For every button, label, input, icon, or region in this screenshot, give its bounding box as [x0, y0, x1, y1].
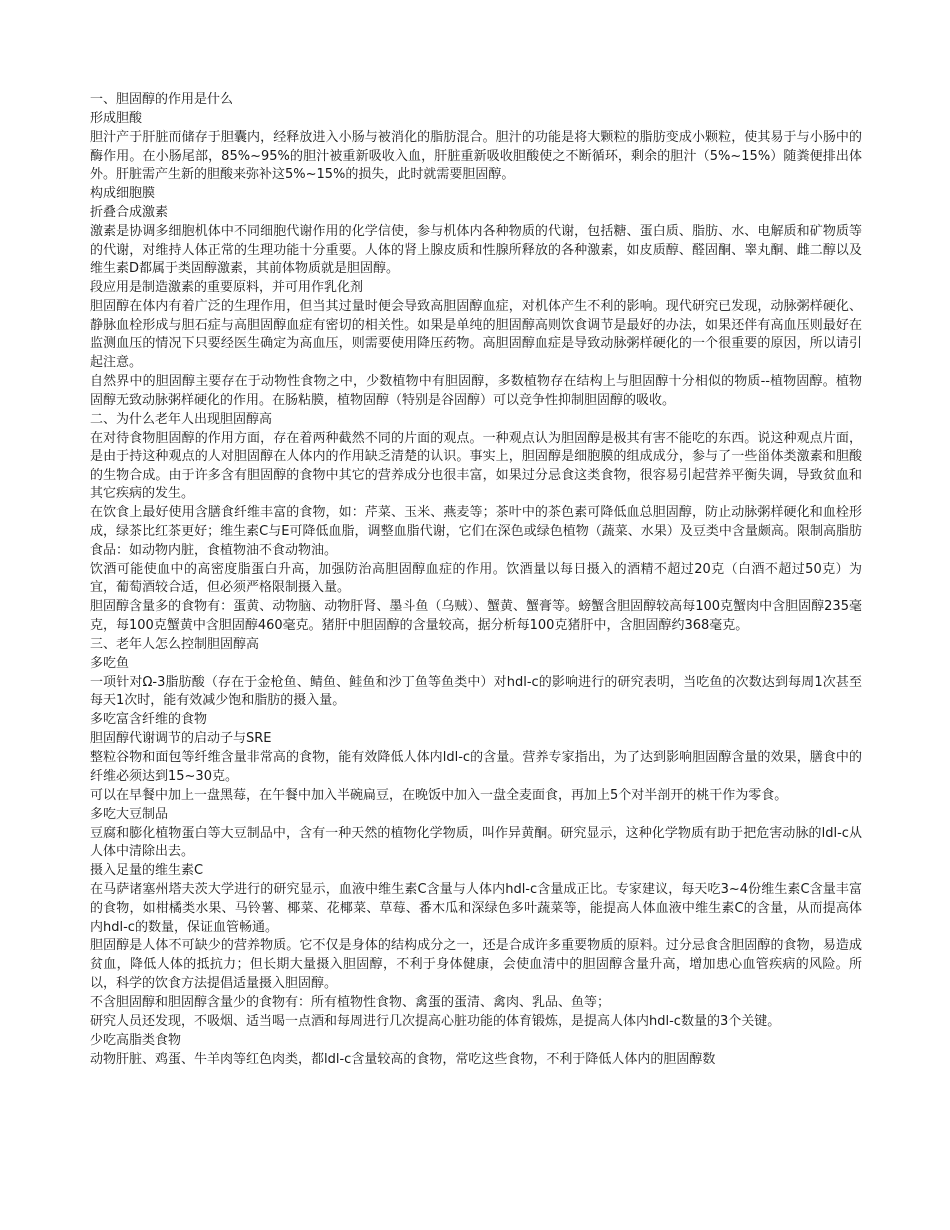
body-paragraph: 在饮食上最好使用含膳食纤维丰富的食物，如：芹菜、玉米、燕麦等；茶叶中的茶色素可降低血总胆固醇，防止动脉粥样硬化和血栓形成，绿茶比红茶更好；维生素C与E可降低血脂，调整血脂代谢，它们在深色或绿色植物（蔬菜、水果）及豆类中含量颇高。限制高脂肪食品：如动物内脏，食植物油不食动物油。 [90, 505, 862, 558]
section-heading: 多吃鱼 [90, 655, 130, 671]
body-paragraph: 饮酒可能使血中的高密度脂蛋白升高，加强防治高胆固醇血症的作用。饮酒量以每日摄入的酒精不超过20克（白酒不超过50克）为宜，葡萄酒较合适，但必须严格限制摄入量。 [90, 561, 862, 596]
body-paragraph: 一项针对Ω-3脂肪酸（存在于金枪鱼、鲭鱼、鲑鱼和沙丁鱼等鱼类中）对hdl-c的影响进行的研究表明，当吃鱼的次数达到每周1次甚至每天1次时，能有效减少饱和脂肪的摄入量。 [90, 674, 862, 709]
body-paragraph: 胆固醇在体内有着广泛的生理作用，但当其过量时便会导致高胆固醇血症，对机体产生不利的影响。现代研究已发现，动脉粥样硬化、静脉血栓形成与胆石症与高胆固醇血症有密切的相关性。如果是单纯的胆固醇高则饮食调节是最好的办法，如果还伴有高血压则最好在监测血压的情况下只要经医生确定为高血压，则需要使用降压药物。高胆固醇血症是导致动脉粥样硬化的一个很重要的原因，所以请引起注意。 [90, 299, 862, 371]
section-heading: 多吃富含纤维的食物 [90, 712, 208, 728]
document-body [90, 91, 862, 1069]
section-heading: 三、老年人怎么控制胆固醇高 [90, 636, 260, 652]
section-heading: 构成细胞膜 [90, 186, 156, 202]
section-heading: 一、胆固醇的作用是什么 [90, 92, 234, 107]
section-heading: 少吃高脂类食物 [90, 1032, 182, 1048]
body-paragraph: 激素是协调多细胞机体中不同细胞代谢作用的化学信使，参与机体内各种物质的代谢，包括糖、蛋白质、脂肪、水、电解质和矿物质等的代谢，对维持人体正常的生理功能十分重要。人体的肾上腺皮质和性腺所释放的各种激素，如皮质醇、醛固酮、睾丸酮、雌二醇以及维生素D都属于类固醇激素，其前体物质就是胆固醇。 [90, 224, 862, 277]
body-paragraph: 可以在早餐中加上一盘黑莓，在午餐中加入半碗扁豆，在晚饭中加入一盘全麦面食，再加上5个对半剖开的桃干作为零食。 [90, 787, 788, 803]
section-heading: 摄入足量的维生素C [90, 863, 204, 879]
body-paragraph: 整粒谷物和面包等纤维含量非常高的食物，能有效降低人体内ldl-c的含量。营养专家指出，为了达到影响胆固醇含量的效果，膳食中的纤维必须达到15~30克。 [90, 750, 862, 784]
body-paragraph: 动物肝脏、鸡蛋、牛羊肉等红色肉类，都ldl-c含量较高的食物，常吃这些食物，不利于降低人体内的胆固醇数 [90, 1051, 716, 1067]
body-paragraph: 在马萨诸塞州塔夫茨大学进行的研究显示，血液中维生素C含量与人体内hdl-c含量成正比。专家建议，每天吃3~4份维生素C含量丰富的食物，如柑橘类水果、马铃薯、椰菜、花椰菜、草莓、番木瓜和深绿色多叶蔬菜等，能提高人体血液中维生素C的含量，从而提高体内hdl-c的数量，保证血管畅通。 [90, 882, 862, 935]
body-paragraph: 不含胆固醇和胆固醇含量少的食物有：所有植物性食物、禽蛋的蛋清、禽肉、乳品、鱼等； [90, 994, 611, 1010]
section-heading: 形成胆酸 [90, 110, 143, 126]
body-paragraph: 自然界中的胆固醇主要存在于动物性食物之中，少数植物中有胆固醇，多数植物存在结构上与胆固醇十分相似的物质--植物固醇。植物固醇无致动脉粥样硬化的作用。在肠粘膜，植物固醇（特别是谷固醇）可以竞争性抑制胆固醇的吸收。 [90, 374, 862, 408]
body-paragraph: 在对待食物胆固醇的作用方面，存在着两种截然不同的片面的观点。一种观点认为胆固醇是极其有害不能吃的东西。说这种观点片面，是由于持这种观点的人对胆固醇在人体内的作用缺乏清楚的认识。事实上，胆固醇是细胞膜的组成成分，参与了一些甾体类激素和胆酸的生物合成。由于许多含有胆固醇的食物中其它的营养成分也很丰富，如果过分忌食这类食物，很容易引起营养平衡失调，导致贫血和其它疾病的发生。 [90, 430, 862, 502]
body-paragraph: 豆腐和膨化植物蛋白等大豆制品中，含有一种天然的植物化学物质，叫作异黄酮。研究显示，这种化学物质有助于把危害动脉的ldl-c从人体中清除出去。 [90, 825, 862, 860]
body-paragraph: 胆固醇是人体不可缺少的营养物质。它不仅是身体的结构成分之一，还是合成许多重要物质的原料。过分忌食含胆固醇的食物，易造成贫血，降低人体的抵抗力；但长期大量摄入胆固醇，不利于身体健康，会使血清中的胆固醇含量升高，增加患心血管疾病的风险。所以，科学的饮食方法提倡适量摄入胆固醇。 [90, 938, 862, 991]
body-paragraph: 胆固醇含量多的食物有：蛋黄、动物脑、动物肝肾、墨斗鱼（乌贼）、蟹黄、蟹膏等。螃蟹含胆固醇较高每100克蟹肉中含胆固醇235毫克，每100克蟹黄中含胆固醇460毫克。猪肝中胆固醇的含量较高，据分析每100克猪肝中，含胆固醇约368毫克。 [90, 599, 862, 633]
body-paragraph: 研究人员还发现，不吸烟、适当喝一点酒和每周进行几次提高心脏功能的体育锻炼，是提高人体内hdl-c数量的3个关键。 [90, 1013, 781, 1029]
section-heading: 段应用是制造激素的重要原料，并可用作乳化剂 [90, 280, 364, 296]
section-heading: 二、为什么老年人出现胆固醇高 [90, 411, 273, 427]
section-heading: 多吃大豆制品 [90, 806, 169, 822]
section-heading: 折叠合成激素 [90, 205, 169, 221]
section-heading: 胆固醇代谢调节的启动子与SRE [90, 731, 272, 747]
body-paragraph: 胆汁产于肝脏而储存于胆囊内，经释放进入小肠与被消化的脂肪混合。胆汁的功能是将大颗粒的脂肪变成小颗粒，使其易于与小肠中的酶作用。在小肠尾部，85%~95%的胆汁被重新吸收入血，肝脏重新吸收胆酸使之不断循环，剩余的胆汁（5%~15%）随粪便排出体外。肝脏需产生新的胆酸来弥补这5%~15%的损失，此时就需要胆固醇。 [90, 129, 862, 183]
